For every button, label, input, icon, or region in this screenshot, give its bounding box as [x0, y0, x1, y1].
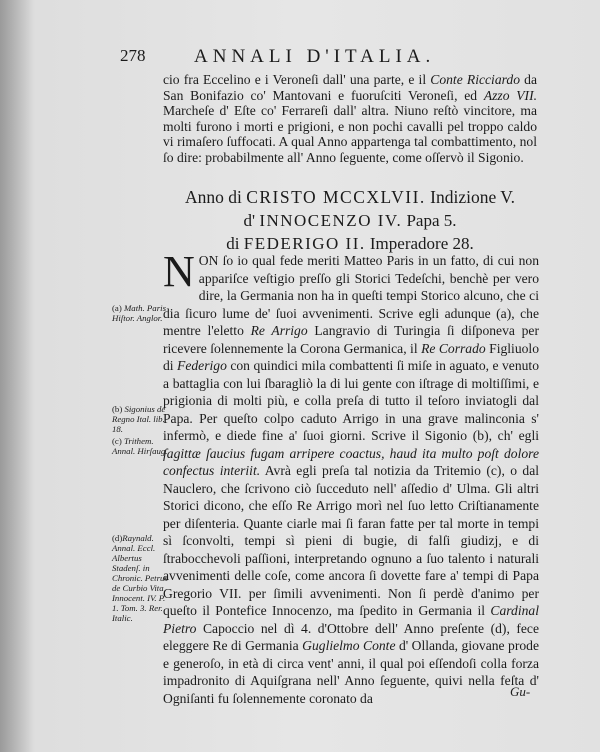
drop-cap: N	[163, 247, 195, 296]
margin-note-c: (c) Trithem. Annal. Hirſaug.	[112, 436, 168, 456]
year-heading	[150, 186, 550, 255]
page-header	[120, 40, 520, 70]
main-paragraph: NON ſo io qual fede meriti Matteo Paris in un fatto, di cui non appariſce veſtigio preſſo gli Storici Tedeſchi, benchè per vero dire, la Germania non ha in queſti tempi Storico alcuno, che ci dia ſicuro lume de' ſuoi avvenimenti. Scrive egli adunque (a), che mentre l'eletto Re Arrigo Langravio di Turingia ſi diſponeva per ricevere ſolennemente la Corona Germanica, il Re Corrado Figliuolo di Federigo con quindici mila combattenti ſi miſe in aguato, e venuto a battaglia con lui ſbaragliò la di lui gente con iſtrage di moltiſſimi, e prigionia di molti più, e colla preſa di tutto il teſoro inviatogli dal Papa. Per queſto colpo caduto Arrigo in una grave malinconia s' infermò, e diede fine a' ſuoi giorni. Scrive il Sigonio (b), ch' egli ſagittæ ſaucius fugam arripere coactus, haud ita multo poſt dolore confectus interiit. Avrà egli preſa tal notizia da Tritemio (c), o dal Nauclero, che ſcrivono ciò ſucceduto nell' aſſedio d' Ulma. Gli altri Storici dicono, che eſſo Re Arrigo morì nel ſuo letto Criſtianamente per diſenteria. Quante ciarle mai ſi faran fatte per tal morte in tempi sì ſconvolti, tempi sì pieni di bugie, di falſi giudizj, e di ſtrabocchevoli paſſioni, interpretando ognuno a ſuo talento i naturali avvenimenti delle coſe, come ancora ſi dovette fare a' tempi di Papa Gregorio VII. per ſimili avvenimenti. Non ſi perdè d'animo per queſto il Pontefice Innocenzo, ma ſpedito in Germania il Cardinal Pietro Capoccio nel dì 4. d'Ottobre dell' Anno preſente (d), fece eleggere Re di Germania Guglielmo Conte d' Ollanda, giovane prode e generoſo, in età di circa vent' anni, il qual poi eſſendoſi colla forza impadronito di Aquiſgrana nell' Anno ſeguente, quivi nella feſta d' Ogniſanti fu ſolennemente coronato da	[163, 247, 540, 706]
main-text	[163, 247, 540, 707]
continued-paragraph-text: cio fra Eccelino e i Veroneſi dall' una parte, e il Conte Ricciardo da San Bonifazio co' Mantovani e fuoruſciti Veroneſi, ed Azzo VII. Marcheſe d' Eſte co' Ferrareſi dall' altra. Niuno reſtò vincitore, ma molti furono i morti e prigioni, e non pochi cavalli pel troppo caldo vi rimaſero ſuffocati. A qual Anno appartenga tal combattimento, nol ſo dire: probabilmente all' Anno ſeguente, come oſſervò il Sigonio.	[163, 72, 537, 165]
page-number: 278	[120, 46, 146, 65]
binding-shadow	[0, 0, 34, 752]
heading-line-1: Anno di CRISTO MCCXLVII. Indizione V.	[184, 187, 516, 207]
heading-line-2: d' INNOCENZO IV. Papa 5.	[243, 211, 457, 230]
catchword: Gu-	[510, 684, 531, 699]
margin-note-b: (b) Sigonius de Regno Ital. lib. 18.	[112, 404, 166, 434]
heading-line-3: di FEDERIGO II. Imperadore 28.	[226, 234, 474, 253]
margin-note-d: (d)Raynald. Annal. Eccl. Albertus Stadenſ. in Chronic. Petrus de Curbio Vita Innocent. IV. P. 1. Tom. 3. Rer. Italic.	[112, 533, 168, 623]
continued-paragraph	[163, 72, 537, 166]
running-title: ANNALI D'ITALIA.	[194, 46, 436, 67]
margin-note-a: (a) Math. Paris Hiſtor. Anglor.	[112, 303, 166, 323]
